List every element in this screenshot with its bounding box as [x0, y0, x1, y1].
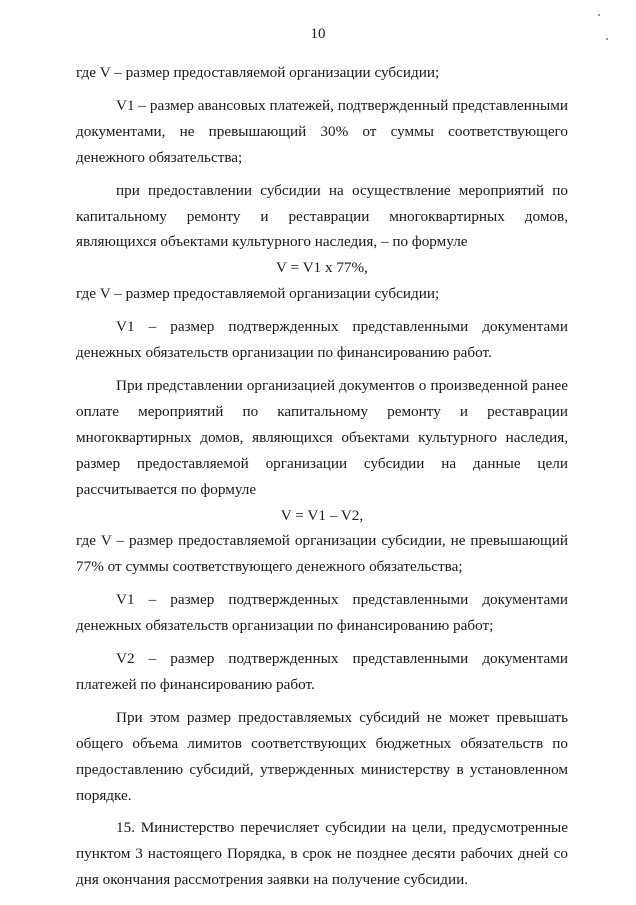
paragraph-item-15: 15. Министерство перечисляет субсидии на цели, предусмотренные пунктом 3 настоящего Порядка, в срок не позднее десяти рабочих дней со дня окончания рассмотрения заявки на получение субсидии. [76, 819, 568, 889]
paragraph-prior-payment-case: При представлении организацией документов о произведенной ранее оплате мероприятий по капитальному ремонту и реставрации многоквартирных домов, являющихся объектами культурного наследия, размер предоставляемой организации субсидии на данные цели рассчитывается по формуле [76, 376, 568, 498]
paragraph-definition-v2: V2 – размер подтвержденных представленными документами платежей по финансированию работ. [76, 650, 568, 693]
paragraph-definition-v1-advance: V1 – размер авансовых платежей, подтвержденный представленными документами, не превышающий 30% от суммы соответствующего денежного обязательства; [76, 96, 568, 166]
paragraph-definition-v: где V – размер предоставляемой организации субсидии; [76, 64, 440, 81]
document-body [76, 60, 568, 893]
paragraph-definition-v-3: где V – размер предоставляемой организации субсидии, не превышающий 77% от суммы соответствующего денежного обязательства; [76, 532, 568, 576]
formula-v-equals-v1-minus-v2: V = V1 – V2, [280, 506, 364, 524]
formula-v-equals-v1-times-77: V = V1 х 77%, [276, 259, 368, 277]
scan-speck [598, 14, 600, 16]
paragraph-cultural-heritage-case: при предоставлении субсидии на осуществление мероприятий по капитальному ремонту и реставрации многоквартирных домов, являющихся объектами культурного наследия, – по формуле [76, 181, 568, 251]
paragraph-definition-v1-obligations-2: V1 – размер подтвержденных представленными документами денежных обязательств организации по финансированию работ; [76, 591, 568, 635]
paragraph-limit-statement: При этом размер предоставляемых субсидий не может превышать общего объема лимитов соответствующих бюджетных обязательств по предоставлению субсидий, утвержденных министерству в установленном порядке. [76, 708, 568, 804]
scan-speck [606, 38, 608, 40]
paragraph-definition-v1-obligations: V1 – размер подтвержденных представленными документами денежных обязательств организации по финансированию работ. [76, 318, 568, 362]
paragraph-definition-v-2: где V – размер предоставляемой организации субсидии; [76, 285, 440, 303]
page-number: 10 [310, 26, 326, 42]
